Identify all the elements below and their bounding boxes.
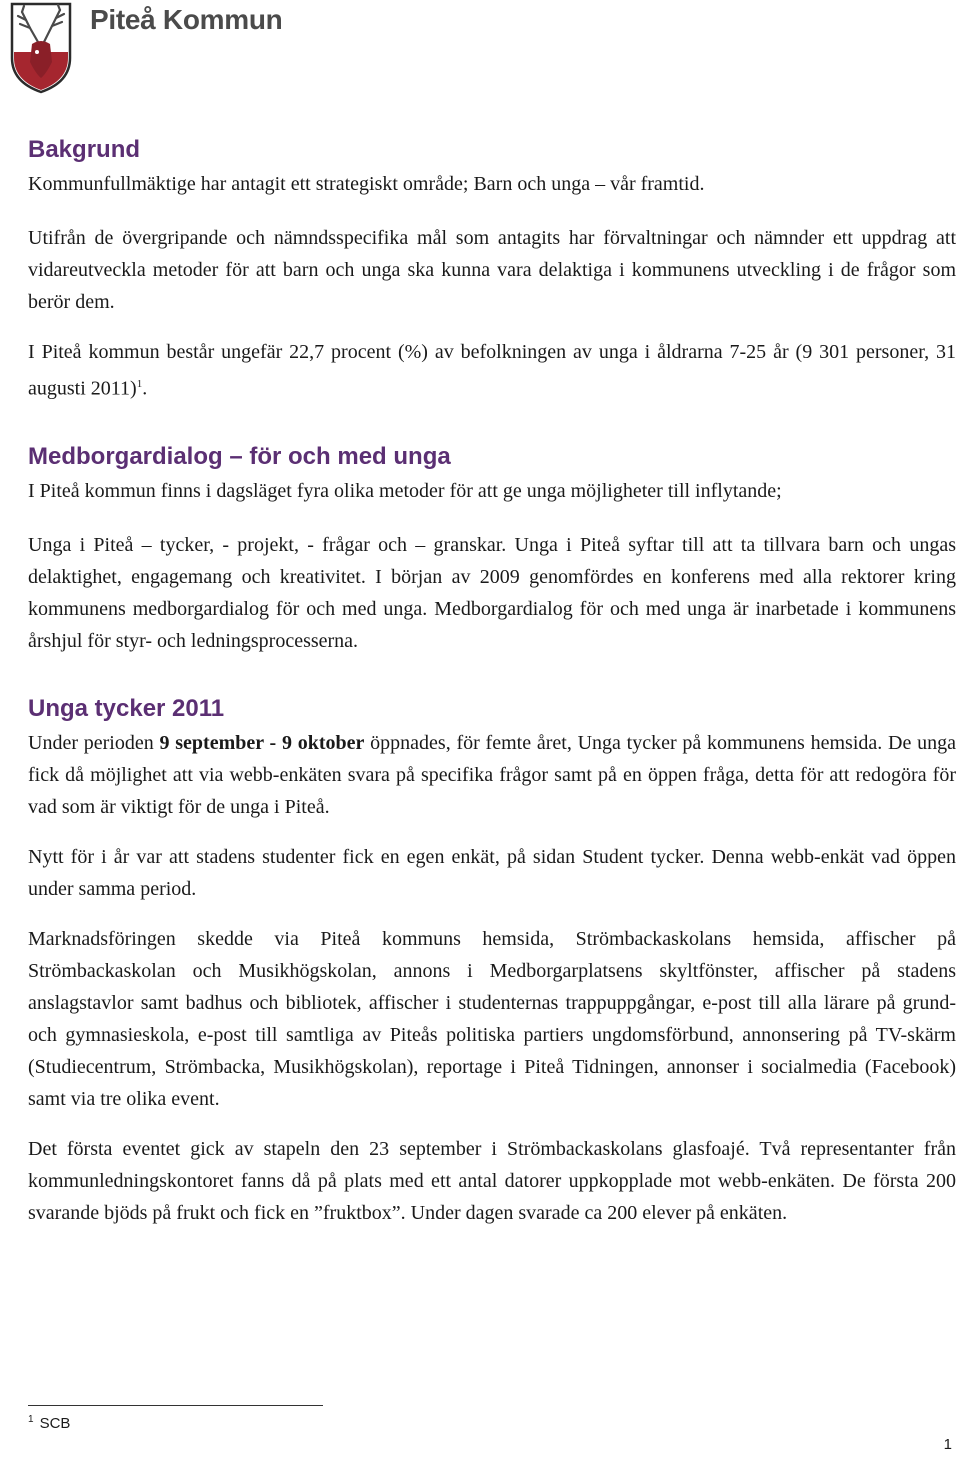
- footnote-reference[interactable]: 1: [136, 378, 143, 390]
- paragraph: Marknadsföringen skedde via Piteå kommuns hemsida, Strömbackaskolans hemsida, affischer på Strömbackaskolan och Musikhögskolan, annons i Medborgarplatsens skyltfönster, affischer på stadens anslagstavlor samt badhus och bibliotek, affischer i studenternas trappuppgångar, e-post till alla lärare på grund- och gymnasieskola, e-post till samtliga av Piteås politiska partiers ungdomsförbund, annonsering på TV-skärm (Studiecentrum, Strömbacka, Musikhögskolan), reportage i Piteå Tidningen, annonser i socialmedia (Facebook) samt via tre olika event.: [28, 927, 956, 1110]
- paragraph: Kommunfullmäktige har antagit ett strategiskt område; Barn och unga – vår framtid.: [28, 173, 705, 195]
- footnote-number: 1: [28, 1414, 34, 1425]
- paragraph: [28, 727, 956, 823]
- coat-of-arms-logo: [8, 0, 74, 94]
- heading-bakgrund: Bakgrund: [28, 136, 141, 163]
- footnote-text: SCB: [39, 1415, 71, 1432]
- paragraph: Utifrån de övergripande och nämndsspecifika mål som antagits har förvaltningar och nämnder ett uppdrag att vidareutveckla metoder för att barn och unga ska kunna vara delaktiga i kommunens utveckling i de frågor som berör dem.: [28, 227, 956, 313]
- paragraph: Nytt för i år var att stadens studenter fick en egen enkät, på sidan Student tycker. Denna webb-enkät vad öppen under samma period.: [28, 845, 956, 900]
- paragraph-text: I Piteå kommun består ungefär 22,7 procent (%) av befolkningen av unga i åldrarna 7-25 år (9 301 personer, 31 augusti 2011): [28, 341, 956, 400]
- document-body: [28, 132, 956, 1229]
- paragraph: Unga i Piteå – tycker, - projekt, - frågar och – granskar. Unga i Piteå syftar till att ta tillvara barn och ungas delaktighet, engagemang och kreativitet. I början av 2009 genomfördes en konferens med alla rektorer kring kommunens medborgardialog för och med unga. Medborgardialog för och med unga är inarbetade i kommunens årshjul för styr- och ledningsprocesserna.: [28, 533, 956, 652]
- paragraph-text: öppnades, för femte året, Unga tycker på kommunens hemsida. De unga fick då möjlighet att via webb-enkäten svara på specifika frågor samt på en öppen fråga, detta för att redogöra för vad som är viktigt för de unga i Piteå.: [28, 731, 956, 818]
- footnote: [28, 1414, 70, 1432]
- paragraph: Det första eventet gick av stapeln den 23 september i Strömbackaskolans glasfoajé. Två representanter från kommunledningskontoret fanns då på plats med ett antal datorer uppkopplade mot webb-enkäten. De första 200 svarande bjöds på frukt och fick en ”fruktbox”. Under dagen svarade ca 200 elever på enkäten.: [28, 1137, 956, 1224]
- page-number: 1: [943, 1436, 952, 1453]
- footnote-divider: [28, 1405, 323, 1406]
- paragraph-end: .: [142, 377, 148, 400]
- date-range: 9 september - 9 oktober: [159, 731, 365, 754]
- page-header: [4, 0, 404, 96]
- heading-medborgardialog: Medborgardialog – för och med unga: [28, 442, 451, 470]
- heading-unga-tycker: Unga tycker 2011: [28, 694, 225, 722]
- paragraph-text: Under perioden: [28, 731, 160, 754]
- brand-name: Piteå Kommun: [90, 4, 283, 35]
- paragraph: I Piteå kommun finns i dagsläget fyra olika metoder för att ge unga möjligheter till inflytande;: [28, 479, 782, 502]
- paragraph-population: [28, 336, 956, 405]
